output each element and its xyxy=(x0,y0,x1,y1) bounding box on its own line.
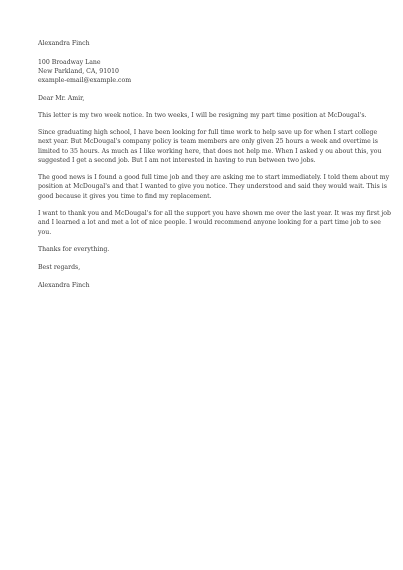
paragraph-line: The good news is I found a good full time job and they are asking me to start immediately. I told them about my xyxy=(38,174,390,182)
closing-regards: Best regards, xyxy=(38,264,81,272)
spacer xyxy=(38,201,381,210)
paragraph-new-job xyxy=(38,173,390,200)
address-email: example-email@example.com xyxy=(38,76,132,84)
salutation: Dear Mr. Amir, xyxy=(38,94,85,102)
paragraph-line: suggested I get a second job. But I am not interested in having to run between two jobs. xyxy=(38,156,316,164)
paragraph-line: I want to thank you and McDougal's for all the support you have shown me over the last year. It was my first job xyxy=(38,210,391,218)
paragraph-line: and I learned a lot and met a lot of nice people. I would recommend anyone looking for a part time job to see xyxy=(38,219,381,227)
spacer xyxy=(38,254,381,263)
paragraph-line: This letter is my two week notice. In two weeks, I will be resigning my part time position at McDougal's. xyxy=(38,111,367,119)
sender-address xyxy=(38,58,381,85)
paragraph-line: Since graduating high school, I have been looking for full time work to help save up for when I start college xyxy=(38,129,378,137)
paragraph-line: limited to 35 hours. As much as I like working here, that does not help me. When I asked y ou about this, you xyxy=(38,147,382,155)
spacer xyxy=(38,120,381,129)
spacer xyxy=(38,237,381,246)
paragraph-reason xyxy=(38,128,381,164)
closing-thanks: Thanks for everything. xyxy=(38,246,110,254)
paragraph-line: good because it gives you time to find my replacement. xyxy=(38,192,212,200)
address-street: 100 Broadway Lane xyxy=(38,58,101,66)
spacer xyxy=(38,48,381,58)
paragraph-thanks xyxy=(38,209,391,236)
paragraph-line: position at McDougal's and that I wanted to give you notice. They understood and said they would wait. This is xyxy=(38,183,387,191)
paragraph-line: you. xyxy=(38,228,52,236)
spacer xyxy=(38,165,381,174)
signature-name: Alexandra Finch xyxy=(38,281,90,289)
paragraph-line: next year. But McDougal's company policy is team members are only given 25 hours a week and overtime is xyxy=(38,138,378,146)
spacer xyxy=(38,272,381,281)
address-city: New Parkland, CA, 91010 xyxy=(38,67,119,75)
paragraph-notice xyxy=(38,111,381,120)
sender-name: Alexandra Finch xyxy=(38,40,90,47)
spacer xyxy=(38,85,381,94)
spacer xyxy=(38,103,381,111)
